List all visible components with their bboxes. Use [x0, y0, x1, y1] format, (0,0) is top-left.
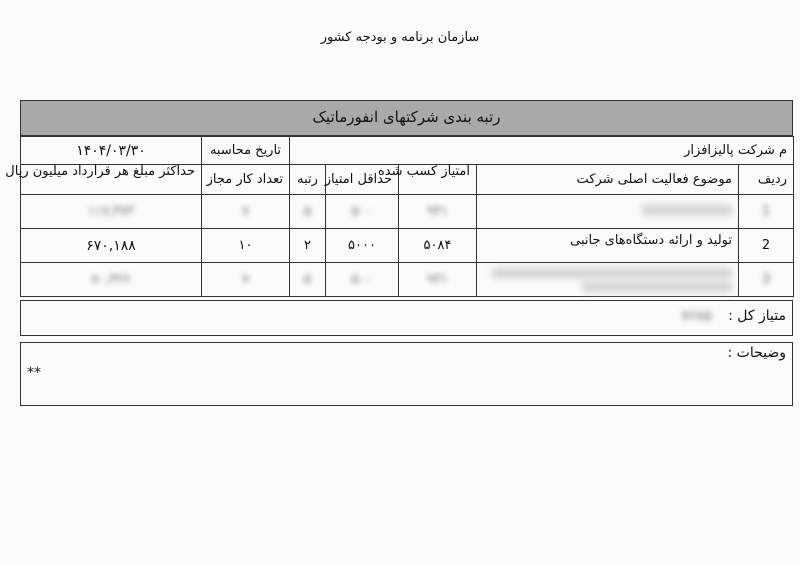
row-rank: ۵: [290, 263, 326, 297]
row-subject: [477, 263, 739, 297]
calc-date: ۱۴۰۴/۰۳/۳۰: [21, 137, 202, 165]
row-min-score: ۵۰۰: [326, 263, 399, 297]
table-row: [21, 195, 794, 229]
company-name: پالیزافزار: [684, 143, 734, 158]
row-work-count: ۱۰: [202, 229, 290, 263]
table-row: [21, 229, 794, 263]
row-index: 1: [739, 195, 794, 229]
company-row: [21, 137, 794, 165]
total-score-box: [20, 300, 793, 336]
row-work-count: ۷: [202, 195, 290, 229]
company-label: م شرکت: [737, 143, 788, 158]
row-index: 3: [739, 263, 794, 297]
page-title: رتبه بندی شرکتهای انفورماتیک: [20, 100, 793, 136]
row-rank: ۵: [290, 195, 326, 229]
col-min-score: حداقل امتیاز: [326, 165, 399, 195]
row-subject: تولید و ارائه دستگاه‌های جانبی: [477, 229, 739, 263]
col-subject: موضوع فعالیت اصلی شرکت: [477, 165, 739, 195]
col-score: امتیاز کسب شده: [399, 165, 477, 195]
row-score: ۹۳۱: [399, 263, 477, 297]
total-score-label: متیاز کل :: [728, 308, 786, 324]
total-score-value: ۷۶۸۵: [681, 308, 712, 324]
col-rank: رتبه: [290, 165, 326, 195]
row-min-score: ۵۰۰۰: [326, 229, 399, 263]
row-max-amount: ۱۱۷,۳۷۳: [21, 195, 202, 229]
header-row: [21, 165, 794, 195]
row-max-amount: ۶۷۰,۱۸۸: [21, 229, 202, 263]
calc-date-label: تاریخ محاسبه: [202, 137, 290, 165]
row-score: ۹۳۱: [399, 195, 477, 229]
row-score: ۵۰۸۴: [399, 229, 477, 263]
row-subject: [477, 195, 739, 229]
table-row: [21, 263, 794, 297]
row-max-amount: ۸۰,۳۲۶: [21, 263, 202, 297]
row-index: 2: [739, 229, 794, 263]
row-work-count: ۷: [202, 263, 290, 297]
row-min-score: ۵۰۰: [326, 195, 399, 229]
notes-marker: **: [27, 365, 41, 381]
ranking-table: [5, 136, 794, 297]
col-max-amount: حداکثر مبلغ هر قرارداد میلیون ریال: [21, 165, 202, 195]
col-row: ردیف: [739, 165, 794, 195]
row-rank: ۲: [290, 229, 326, 263]
col-work-count: تعداد کار مجاز: [202, 165, 290, 195]
organization-name: سازمان برنامه و بودجه کشور: [320, 30, 480, 45]
notes-box: [20, 342, 793, 406]
notes-label: وضیحات :: [727, 345, 786, 361]
